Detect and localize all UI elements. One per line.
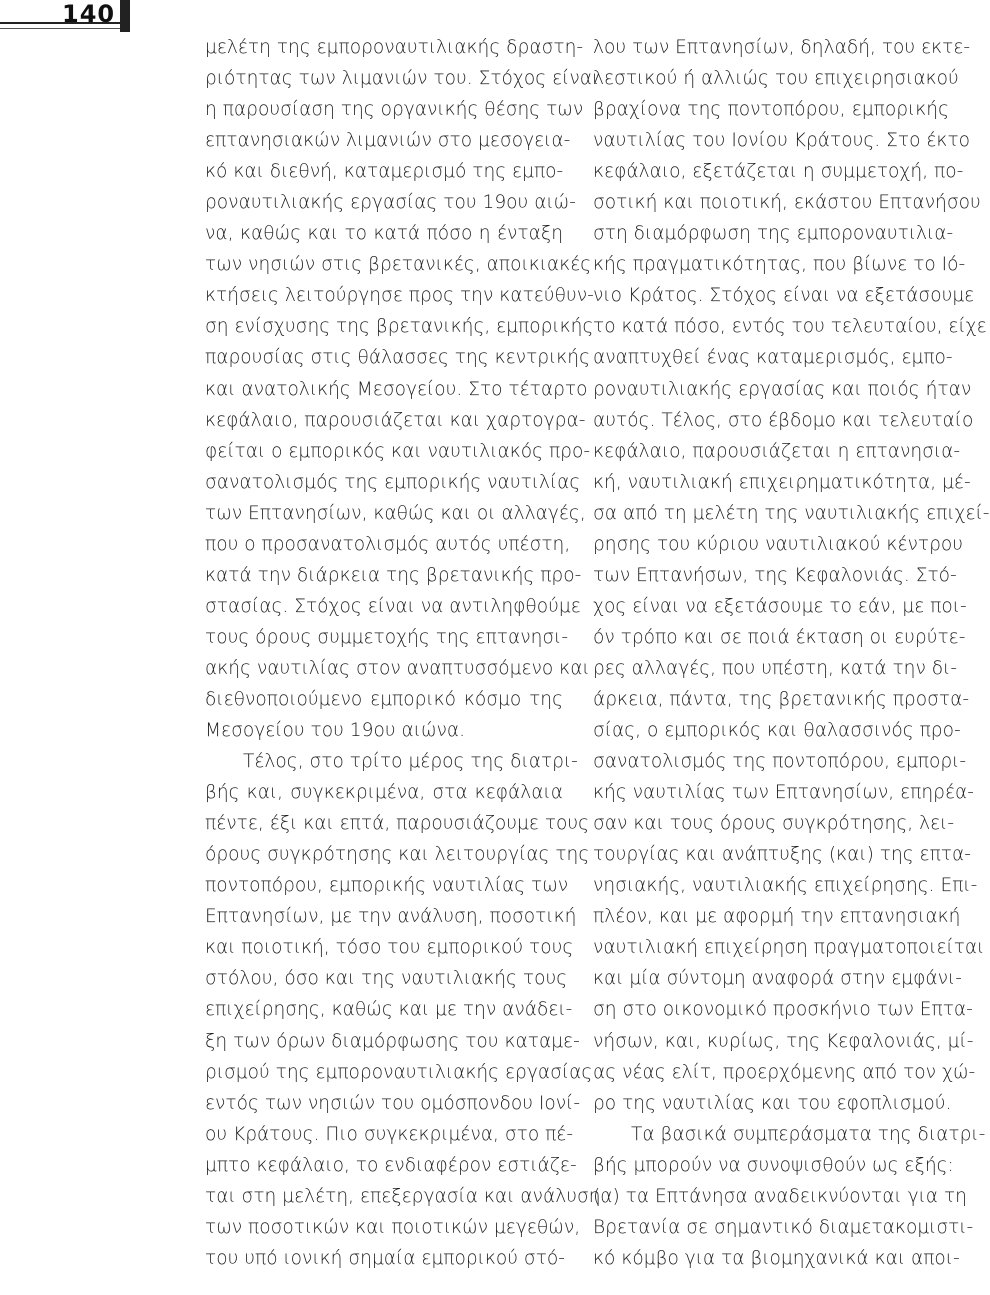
text-line: νιο Κράτος. Στόχος είναι να εξετάσουμε xyxy=(593,285,975,307)
text-line: κεφάλαιο, εξετάζεται η συμμετοχή, πο- xyxy=(593,161,964,183)
text-line: ξη των όρων διαμόρφωσης του καταμε- xyxy=(205,1030,580,1052)
text-line: των Επτανησίων, καθώς και οι αλλαγές, xyxy=(205,502,586,524)
text-line: ας νέας ελίτ, προερχόμενης από τον χώ- xyxy=(593,1061,976,1083)
text-line: μελέτη της εμποροναυτιλιακής δραστη- xyxy=(205,37,584,58)
text-line: να, καθώς και το κατά πόσο η ένταξη xyxy=(205,223,563,245)
text-line: ση ενίσχυσης της βρετανικής, εμπορικής xyxy=(205,316,594,338)
text-line: σα από τη μελέτη της ναυτιλιακής επιχεί- xyxy=(593,502,990,524)
text-line: σοτική και ποιοτική, εκάστου Επτανήσου xyxy=(593,192,981,214)
text-line: λου των Επτανησίων, δηλαδή, του εκτε- xyxy=(593,37,971,58)
text-line: ται στη μελέτη, επεξεργασία και ανάλυση xyxy=(205,1185,601,1207)
text-line: Επτανησίων, με την ανάλυση, ποσοτική xyxy=(205,906,577,928)
text-line: εντός των νησιών του ομόσπονδου Ιονί- xyxy=(205,1092,581,1114)
text-line: Τέλος, στο τρίτο μέρος της διατρι- xyxy=(243,751,578,773)
text-line: επτανησιακών λιμανιών στο μεσογεια- xyxy=(205,130,571,152)
text-line: και μία σύντομη αναφορά στην εμφάνι- xyxy=(593,968,962,990)
text-line: τουργίας και ανάπτυξης (και) της επτα- xyxy=(593,844,971,866)
text-line: και ανατολικής Μεσογείου. Στο τέταρτο xyxy=(205,378,588,400)
text-line: βραχίονα της ποντοπόρου, εμπορικής xyxy=(593,99,949,121)
text-line: όν τρόπο και σε ποιά έκταση οι ευρύτε- xyxy=(593,626,966,648)
text-line: παρουσίας στις θάλασσες της κεντρικής xyxy=(205,347,591,369)
text-column-right xyxy=(593,32,990,1274)
text-column-left xyxy=(205,32,601,1274)
text-line: βής μπορούν να συνοψισθούν ως εξής: xyxy=(593,1154,954,1176)
text-line: κό και διεθνή, καταμερισμό της εμπο- xyxy=(205,161,564,183)
text-line: ακής ναυτιλίας στον αναπτυσσόμενο και xyxy=(205,657,590,679)
text-line: των ποσοτικών και ποιοτικών μεγεθών, xyxy=(205,1216,581,1238)
text-line: λεστικού ή αλλιώς του επιχειρησιακού xyxy=(593,68,959,90)
text-line: ση στο οικονομικό προσκήνιο των Επτα- xyxy=(593,999,973,1021)
text-line: πλέον, και με αφορμή την επτανησιακή xyxy=(593,906,961,928)
text-line: κατά την διάρκεια της βρετανικής προ- xyxy=(205,564,582,586)
text-line: Βρετανία σε σημαντικό διαμετακομιστι- xyxy=(593,1216,974,1238)
page-number: 140 xyxy=(62,0,116,28)
text-line: όρους συγκρότησης και λειτουργίας της xyxy=(205,844,590,866)
text-line: ποντοπόρου, εμπορικής ναυτιλίας των xyxy=(205,875,569,897)
text-line: ναυτιλιακή επιχείρηση πραγματοποιείται xyxy=(593,937,985,959)
text-line: μπτο κεφάλαιο, το ενδιαφέρον εστιάζε- xyxy=(205,1154,577,1176)
text-line: πέντε, έξι και επτά, παρουσιάζουμε τους xyxy=(205,813,590,835)
text-line: ρες αλλαγές, που υπέστη, κατά την δι- xyxy=(593,657,958,679)
text-line: κεφάλαιο, παρουσιάζεται και χαρτογρα- xyxy=(205,409,586,431)
text-line: η παρουσίαση της οργανικής θέσης των xyxy=(205,99,584,121)
text-line: στασίας. Στόχος είναι να αντιληφθούμε xyxy=(205,595,581,617)
text-line: (α) τα Επτάνησα αναδεικνύονται για τη xyxy=(593,1185,967,1207)
header-rule-thin xyxy=(0,28,130,29)
text-line: στόλου, όσο και της ναυτιλιακής τους xyxy=(205,968,568,990)
text-line: ροναυτιλιακής εργασίας και ποιός ήταν xyxy=(593,378,972,400)
text-line: κεφάλαιο, παρουσιάζεται η επτανησια- xyxy=(593,440,961,462)
text-line: σίας, ο εμπορικός και θαλασσινός προ- xyxy=(593,720,961,742)
text-line: επιχείρησης, καθώς και με την ανάδει- xyxy=(205,999,573,1021)
text-line: ρησης του κύριου ναυτιλιακού κέντρου xyxy=(593,533,964,555)
text-line: κτήσεις λειτούργησε προς την κατεύθυν- xyxy=(205,285,594,307)
text-line: των νησιών στις βρετανικές, αποικιακές xyxy=(205,254,592,276)
text-line: νήσων, και, κυρίως, της Κεφαλονιάς, μί- xyxy=(593,1030,974,1052)
text-line: αναπτυχθεί ένας καταμερισμός, εμπο- xyxy=(593,347,953,369)
text-line: του υπό ιονική σημαία εμπορικού στό- xyxy=(205,1247,565,1269)
text-line: ρο της ναυτιλίας και του εφοπλισμού. xyxy=(593,1092,952,1114)
text-line: βής και, συγκεκριμένα, στα κεφάλαια xyxy=(205,782,563,804)
text-line: αυτός. Τέλος, στο έβδομο και τελευταίο xyxy=(593,409,974,431)
text-line: ναυτιλίας του Ιονίου Κράτους. Στο έκτο xyxy=(593,130,971,152)
text-line: Τα βασικά συμπεράσματα της διατρι- xyxy=(631,1123,986,1145)
text-line: ου Κράτους. Πιο συγκεκριμένα, στο πέ- xyxy=(205,1123,574,1145)
text-line: Μεσογείου του 19ου αιώνα. xyxy=(205,720,466,742)
text-line: τους όρους συμμετοχής της επτανησι- xyxy=(205,626,569,648)
text-line: νησιακής, ναυτιλιακής επιχείρησης. Επι- xyxy=(593,875,978,897)
text-line: διεθνοποιούμενο εμπορικό κόσμο της xyxy=(205,688,563,710)
text-line: κή, ναυτιλιακή επιχειρηματικότητα, μέ- xyxy=(593,471,971,493)
text-line: φείται ο εμπορικός και ναυτιλιακός προ- xyxy=(205,440,591,462)
text-line: κής ναυτιλίας των Επτανησίων, επηρέα- xyxy=(593,782,974,804)
text-line: σαν και τους όρους συγκρότησης, λει- xyxy=(593,813,955,835)
text-line: και ποιοτική, τόσο του εμπορικού τους xyxy=(205,937,574,959)
header-bar xyxy=(120,0,130,32)
text-line: σανατολισμός της εμπορικής ναυτιλίας xyxy=(205,471,581,493)
text-line: ρισμού της εμποροναυτιλιακής εργασίας xyxy=(205,1061,593,1083)
text-line: σανατολισμός της ποντοπόρου, εμπορι- xyxy=(593,751,967,773)
text-line: άρκεια, πάντα, της βρετανικής προστα- xyxy=(593,688,970,710)
text-line: στη διαμόρφωση της εμποροναυτιλια- xyxy=(593,223,954,245)
text-line: κό κόμβο για τα βιομηχανικά και αποι- xyxy=(593,1247,960,1269)
text-line: χος είναι να εξετάσουμε το εάν, με ποι- xyxy=(593,595,967,617)
text-line: ροναυτιλιακής εργασίας του 19ου αιώ- xyxy=(205,192,576,214)
text-line: ριότητας των λιμανιών του. Στόχος είναι xyxy=(205,68,600,90)
text-line: που ο προσανατολισμός αυτός υπέστη, xyxy=(205,533,571,555)
text-line: κής πραγματικότητας, που βίωνε το Ιό- xyxy=(593,254,966,276)
text-line: των Επτανήσων, της Κεφαλονιάς. Στό- xyxy=(593,564,957,586)
text-line: το κατά πόσο, εντός του τελευταίου, είχε xyxy=(593,316,987,338)
